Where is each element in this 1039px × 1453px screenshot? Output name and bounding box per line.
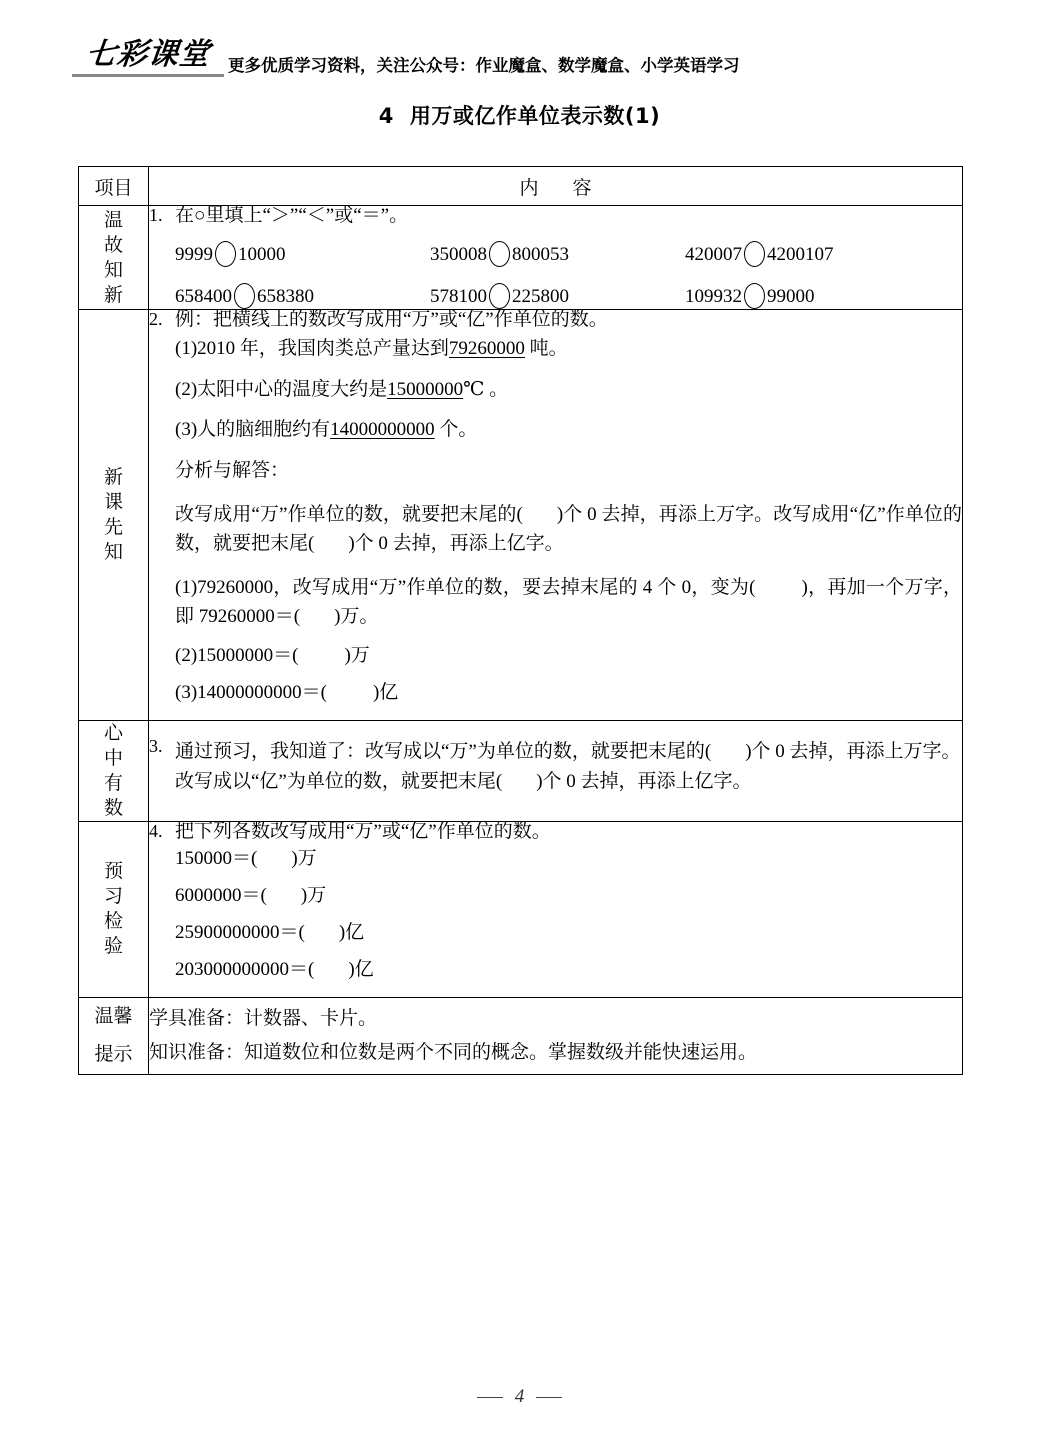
page-header bbox=[0, 0, 1039, 100]
answer-circle[interactable] bbox=[489, 241, 510, 267]
header-content-left: 内 bbox=[519, 177, 539, 199]
q3-part-c: )个 0 去掉，再添上亿字。 bbox=[536, 770, 752, 792]
question-1-text: 在○里填上“＞”“＜”或“＝”。 bbox=[175, 205, 409, 226]
exercise-item-2 bbox=[175, 886, 962, 905]
section-label-char: 知 bbox=[103, 259, 123, 281]
exercise-item-4 bbox=[175, 960, 962, 979]
exercise-right: )万 bbox=[300, 884, 327, 906]
compare-left-value: 109932 bbox=[685, 285, 742, 307]
section-label-char: 习 bbox=[103, 886, 123, 907]
compare-item bbox=[175, 283, 430, 309]
page-title-number: 4 bbox=[378, 104, 394, 128]
answer-circle[interactable] bbox=[489, 283, 510, 309]
compare-left-value: 420007 bbox=[685, 243, 742, 265]
q3-part-b: )个 0 去掉，再添上万字。改写成以“亿”为单位的数，就要把末尾( bbox=[175, 741, 961, 792]
solve-line-3 bbox=[175, 683, 962, 702]
section-label-tips bbox=[79, 997, 149, 1074]
solve-2-part-b: )万 bbox=[344, 644, 370, 666]
answer-circle[interactable] bbox=[215, 241, 236, 267]
answer-circle[interactable] bbox=[744, 283, 765, 309]
compare-item bbox=[685, 283, 945, 309]
brand-logo bbox=[72, 38, 224, 77]
tips-line-2: 知识准备：知道数位和位数是两个不同的概念。掌握数级并能快速运用。 bbox=[149, 1041, 758, 1063]
analysis-part-c: )个 0 去掉，再添上亿字。 bbox=[348, 533, 564, 555]
compare-right-value: 225800 bbox=[512, 285, 569, 307]
table-row bbox=[79, 310, 963, 721]
question-4-number: 4. bbox=[149, 820, 163, 841]
answer-circle[interactable] bbox=[744, 241, 765, 267]
section-content-tips bbox=[149, 997, 963, 1074]
question-3-number: 3. bbox=[149, 736, 163, 757]
exercise-right: )亿 bbox=[338, 921, 365, 943]
compare-item bbox=[430, 241, 685, 267]
compare-left-value: 658400 bbox=[175, 285, 232, 307]
table-row bbox=[79, 206, 963, 310]
exercise-left: 25900000000＝( bbox=[175, 921, 305, 943]
section-label-char: 温 bbox=[103, 209, 123, 231]
footer-dash-left bbox=[477, 1397, 503, 1399]
question-3-text bbox=[175, 737, 962, 796]
analysis-heading: 分析与解答： bbox=[175, 460, 290, 482]
table-header-content bbox=[149, 167, 963, 206]
analysis-part-b: )个 0 去掉，再添上万字。改写成用“亿”作单位的数，就要把末尾( bbox=[175, 503, 962, 555]
section-label-char: 心 bbox=[103, 722, 123, 744]
example-underlined-number: 15000000 bbox=[387, 378, 464, 400]
q3-part-a: 通过预习，我知道了：改写成以“万”为单位的数，就要把末尾的( bbox=[175, 741, 712, 763]
question-2 bbox=[149, 310, 962, 329]
brand-logo-text: 七彩课堂 bbox=[84, 37, 212, 72]
compare-left-value: 578100 bbox=[430, 285, 487, 307]
section-label-char: 先 bbox=[103, 516, 123, 538]
section-label-char: 数 bbox=[103, 797, 123, 819]
compare-left-value: 9999 bbox=[175, 243, 213, 265]
section-label-char: 有 bbox=[103, 772, 123, 794]
solve-3-part-b: )亿 bbox=[372, 681, 399, 703]
question-2-text: 例：把横线上的数改写成用“万”或“亿”作单位的数。 bbox=[175, 309, 608, 330]
section-label-char: 检 bbox=[103, 911, 123, 932]
compare-item bbox=[685, 241, 945, 267]
exercise-item-3 bbox=[175, 923, 962, 942]
example-underlined-number: 79260000 bbox=[448, 338, 525, 359]
section-label-char: 验 bbox=[103, 936, 123, 957]
section-content-summary bbox=[149, 720, 963, 821]
example-prefix: (2)太阳中心的温度大约是 bbox=[175, 378, 388, 400]
section-label-char: 中 bbox=[103, 747, 123, 769]
section-label-char: 课 bbox=[103, 491, 123, 513]
solve-paragraph-1 bbox=[175, 573, 962, 632]
section-content-review bbox=[149, 206, 963, 310]
exercise-left: 6000000＝( bbox=[175, 884, 267, 906]
header-content-right: 容 bbox=[572, 177, 592, 199]
solve-1-part-c: )万。 bbox=[334, 606, 379, 628]
solve-line-2 bbox=[175, 646, 962, 665]
promo-banner-text: 更多优质学习资料，关注公众号：作业魔盒、数学魔盒、小学英语学习 bbox=[228, 56, 740, 75]
question-1-number: 1. bbox=[149, 205, 163, 225]
example-underlined-number: 14000000000 bbox=[330, 419, 435, 441]
exercise-right: )亿 bbox=[348, 958, 374, 980]
tips-label-line-2: 提示 bbox=[94, 1043, 133, 1065]
tips-label-line-1: 温馨 bbox=[94, 1005, 133, 1027]
section-label-char: 新 bbox=[103, 466, 123, 488]
tips-line-1: 学具准备：计数器、卡片。 bbox=[149, 1007, 378, 1029]
section-label-char: 故 bbox=[103, 234, 123, 256]
exercise-left: 203000000000＝( bbox=[175, 958, 315, 980]
exercise-item-1 bbox=[175, 849, 962, 868]
solve-1-part-b: )，再加一个万字，即 79260000＝( bbox=[175, 576, 963, 628]
worksheet-table bbox=[78, 166, 963, 1075]
solve-3-part-a: (3)14000000000＝( bbox=[175, 681, 327, 703]
analysis-paragraph bbox=[175, 500, 962, 559]
table-row-tips bbox=[79, 997, 963, 1074]
example-suffix: 个。 bbox=[434, 419, 478, 441]
table-header-label: 项目 bbox=[79, 167, 149, 206]
brand-logo-underline bbox=[72, 74, 224, 77]
compare-right-value: 800053 bbox=[512, 243, 569, 265]
example-item-1 bbox=[175, 337, 962, 362]
section-label-char: 新 bbox=[103, 284, 123, 306]
section-label-check bbox=[79, 821, 149, 997]
question-2-number: 2. bbox=[149, 309, 163, 329]
example-prefix: (3)人的脑细胞约有 bbox=[175, 419, 331, 441]
solve-2-part-a: (2)15000000＝( bbox=[175, 644, 299, 666]
example-item-3 bbox=[175, 418, 962, 443]
example-prefix: (1)2010 年，我国肉类总产量达到 bbox=[175, 338, 449, 359]
table-header-row bbox=[79, 167, 963, 206]
solve-1-part-a: (1)79260000，改写成用“万”作单位的数，要去掉末尾的 4 个 0，变为( bbox=[175, 576, 756, 598]
question-4-text: 把下列各数改写成用“万”或“亿”作单位的数。 bbox=[175, 820, 551, 842]
compare-right-value: 4200107 bbox=[767, 243, 834, 265]
compare-row-2 bbox=[175, 283, 962, 309]
section-label-review bbox=[79, 206, 149, 310]
table-row bbox=[79, 720, 963, 821]
compare-left-value: 350008 bbox=[430, 243, 487, 265]
example-suffix: 吨。 bbox=[524, 338, 568, 359]
example-suffix: ℃ 。 bbox=[463, 378, 509, 400]
compare-right-value: 10000 bbox=[238, 243, 286, 265]
question-3 bbox=[149, 737, 962, 796]
compare-item bbox=[430, 283, 685, 309]
analysis-part-a: 改写成用“万”作单位的数，就要把末尾的( bbox=[175, 503, 523, 525]
section-label-char: 知 bbox=[103, 541, 123, 563]
table-row bbox=[79, 821, 963, 997]
answer-circle[interactable] bbox=[234, 283, 255, 309]
compare-item bbox=[175, 241, 430, 267]
page-footer bbox=[0, 1386, 1039, 1408]
compare-right-value: 658380 bbox=[257, 285, 314, 307]
section-content-newlesson bbox=[149, 310, 963, 721]
section-label-newlesson bbox=[79, 310, 149, 721]
exercise-left: 150000＝( bbox=[175, 847, 258, 869]
section-label-char: 预 bbox=[103, 861, 123, 882]
page-number: 4 bbox=[514, 1386, 525, 1407]
question-4 bbox=[149, 822, 962, 841]
compare-row-1 bbox=[175, 241, 962, 267]
section-label-summary bbox=[79, 720, 149, 821]
page-title bbox=[0, 100, 1039, 130]
compare-right-value: 99000 bbox=[767, 285, 815, 307]
exercise-right: )万 bbox=[291, 847, 317, 869]
footer-dash-right bbox=[536, 1397, 562, 1399]
section-content-check bbox=[149, 821, 963, 997]
page-title-text: 用万或亿作单位表示数(1) bbox=[409, 104, 661, 128]
question-1 bbox=[149, 206, 962, 225]
example-item-2 bbox=[175, 378, 962, 403]
